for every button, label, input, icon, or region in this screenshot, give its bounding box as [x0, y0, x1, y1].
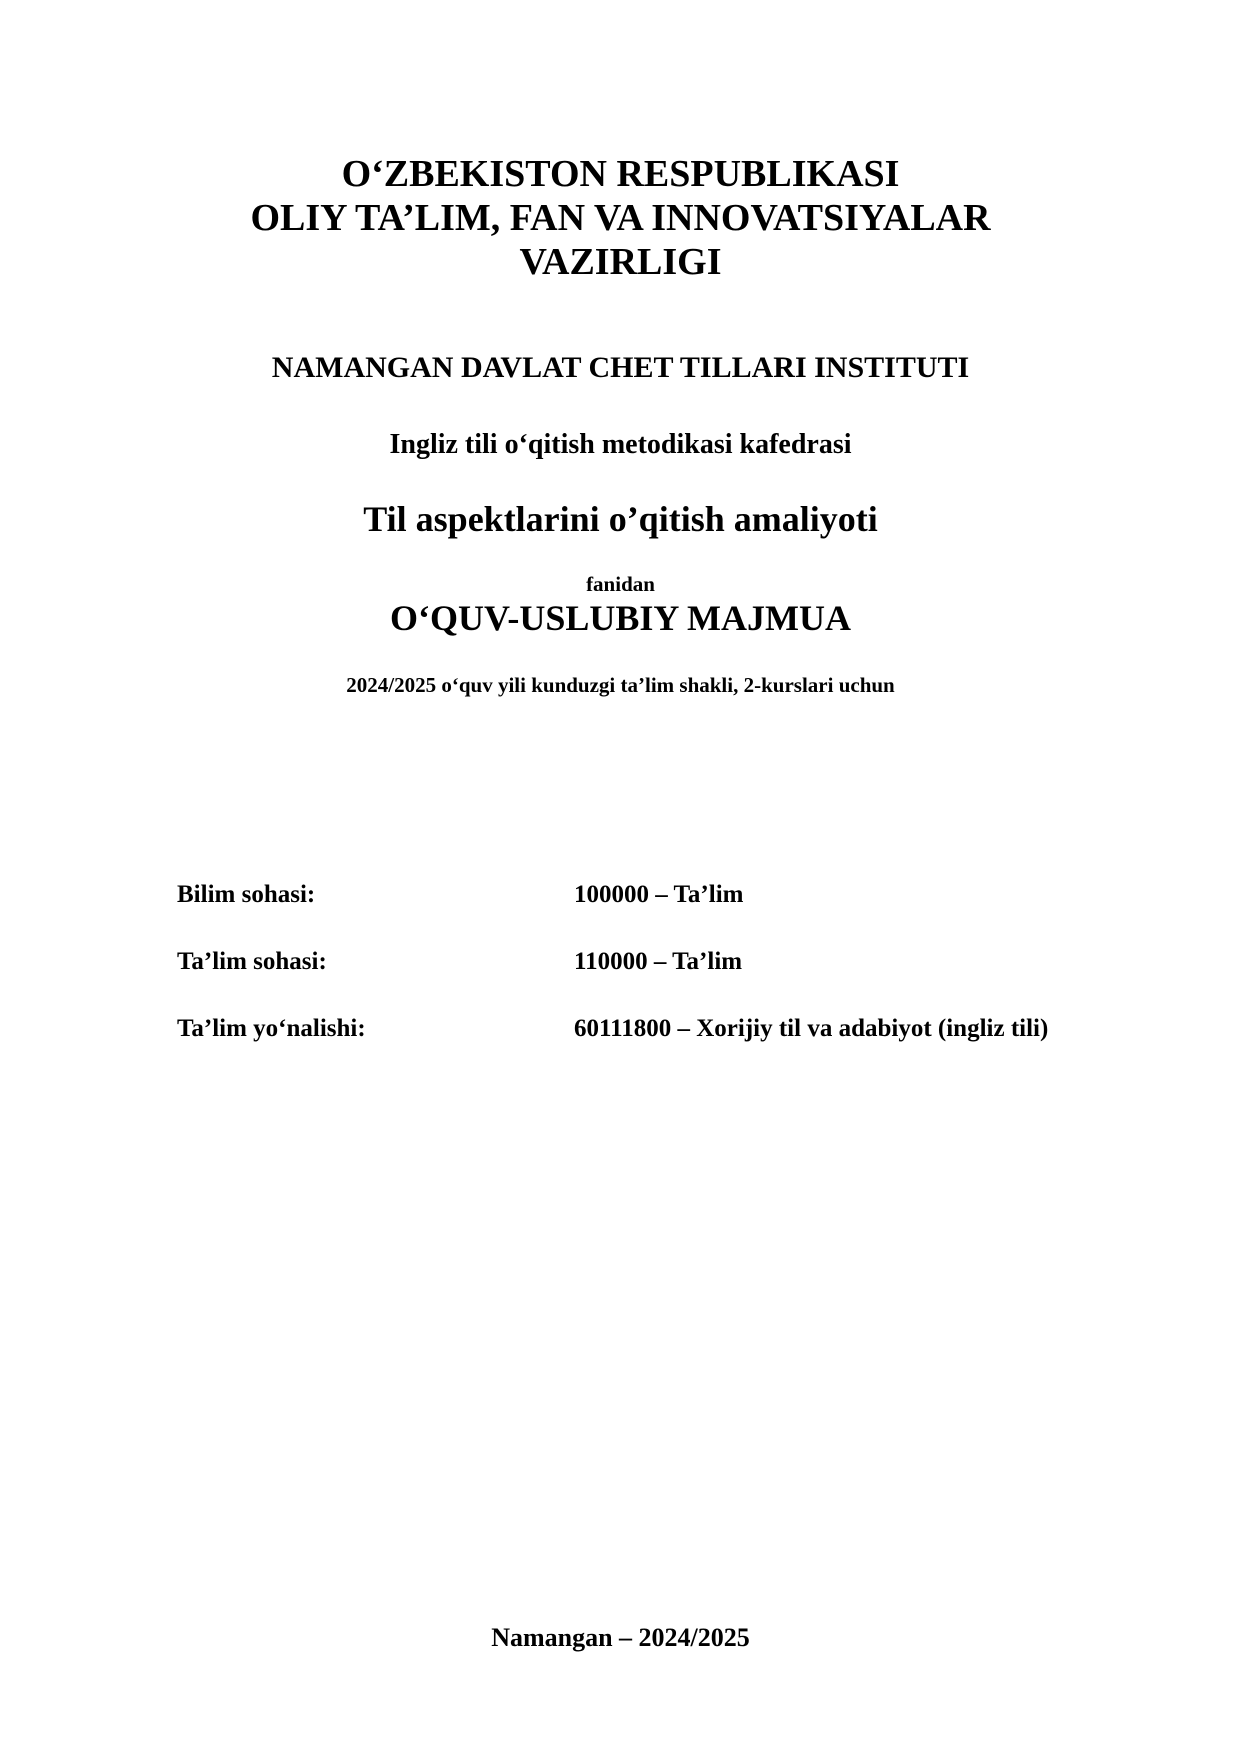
info-label: Ta’lim yo‘nalishi: — [177, 1015, 366, 1042]
ministry-heading — [0, 152, 1241, 284]
academic-year-line: 2024/2025 o‘quv yili kunduzgi ta’lim shakli, 2-kurslari uchun — [346, 673, 895, 697]
fanidan-label: fanidan — [586, 572, 655, 596]
subject-title: Til aspektlarini o’qitish amaliyoti — [363, 499, 878, 539]
info-label: Ta’lim sohasi: — [177, 948, 327, 975]
info-value: 110000 – Ta’lim — [574, 948, 743, 975]
info-value: 100000 – Ta’lim — [574, 881, 744, 908]
document-type-title: O‘QUV-USLUBIY MAJMUA — [390, 598, 851, 638]
info-row-bilim-sohasi — [0, 877, 1241, 913]
footer-city-year: Namangan – 2024/2025 — [491, 1623, 750, 1652]
institute-name: NAMANGAN DAVLAT CHET TILLARI INSTITUTI — [271, 351, 970, 384]
ministry-line-name: OLIY TA’LIM, FAN VA INNOVATSIYALAR — [250, 197, 991, 239]
ministry-line-country: O‘ZBEKISTON RESPUBLIKASI — [341, 153, 900, 195]
department-name: Ingliz tili o‘qitish metodikasi kafedrasi — [389, 429, 852, 460]
ministry-line-word: VAZIRLIGI — [519, 241, 722, 283]
info-row-talim-yonalishi — [0, 1011, 1241, 1047]
info-value: 60111800 – Xorijiy til va adabiyot (ingliz tili) — [574, 1015, 1049, 1042]
info-label: Bilim sohasi: — [177, 881, 316, 908]
info-row-talim-sohasi — [0, 944, 1241, 980]
